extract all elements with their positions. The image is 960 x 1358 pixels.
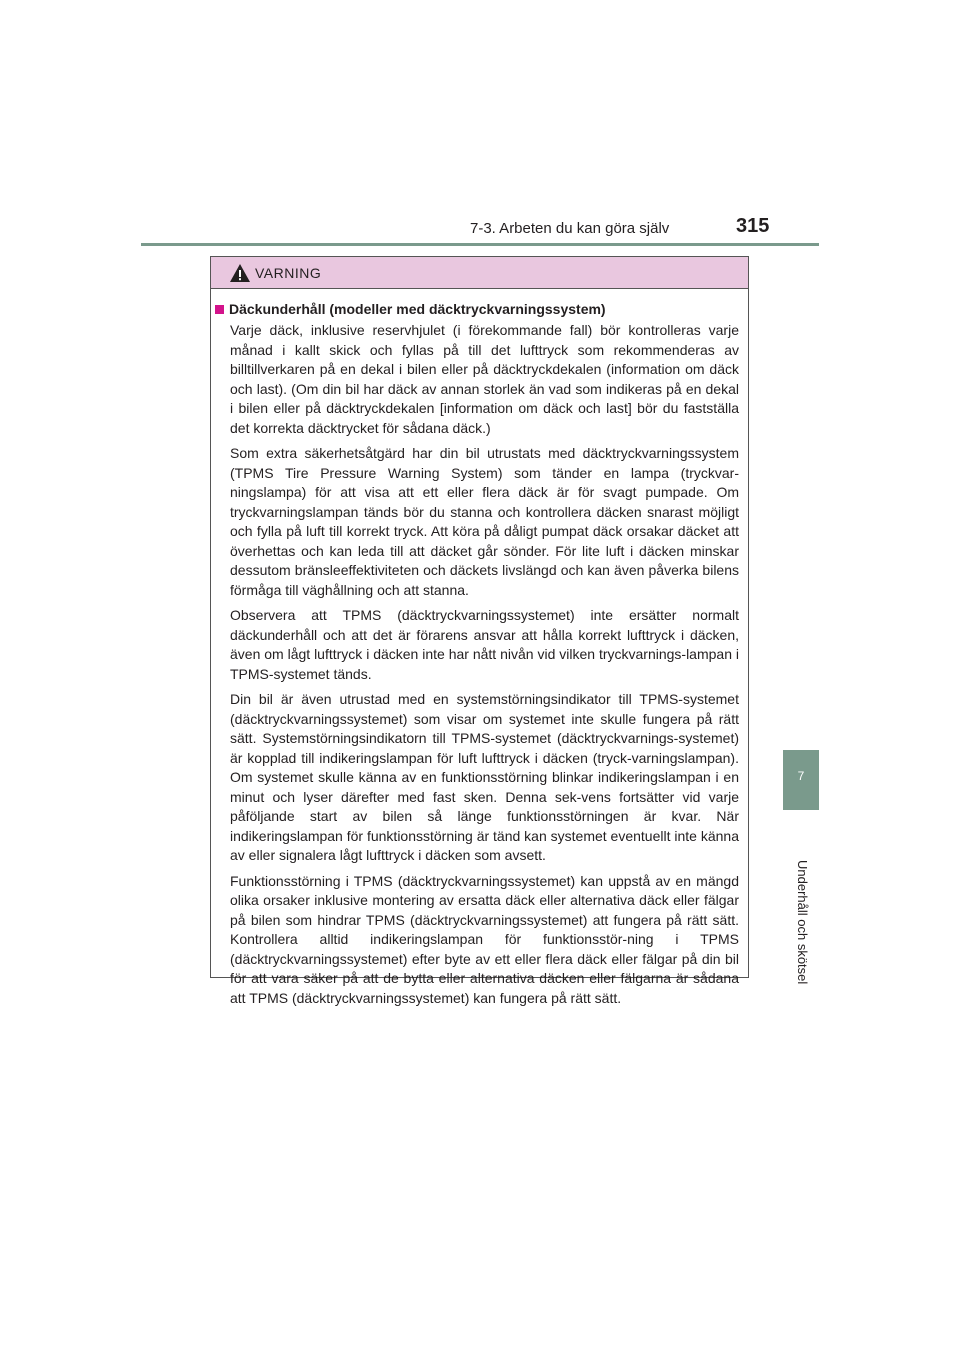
warning-box xyxy=(210,256,749,1006)
warning-content xyxy=(211,289,748,1008)
warning-paragraph: Funktionsstörning i TPMS (däcktryckvarningssystemet) kan uppstå av en mängd olika orsaker inklusive montering av ersatta däck eller alternativa däck eller fälgar på bilen som hindrar TPMS (däcktryckvarningssystemet) att fungera på rätt sätt. Kontrollera alltid indikeringslampan för funktionsstör-ning i TPMS (däcktryckvarningssystemet) efter byte av ett eller flera däck eller fälgar på din bil för att vara säker på att de bytta eller alternativa däcken eller fälgarna är sådana att TPMS (däcktryckvarningssystemet) kan fungera på rätt sätt. xyxy=(230,872,739,1006)
warning-paragraph: Din bil är även utrustad med en systemstörningsindikator till TPMS-systemet (däcktryckvarningssystemet) som visar om systemet inte skulle fungera på rätt sätt. Systemstörningsindikatorn till TPMS-systemet (däcktryckvarnings-systemet) är kopplad till indikeringslampan för luft lufttryck i däcken (tryck-varningslampan). Om systemet skulle känna av en funktionsstörning blinkar indikeringslampan i en minut och lyser därefter med fast sken. Denna sek-vens fortsätter vid varje påföljande start av bilen så länge funktionsstörningen är kvar. När indikeringslampan för funktionsstörning är tänd kan systemet eventuellt inte känna av eller signalera lågt lufttryck i däcken som avsett. xyxy=(230,691,739,863)
warning-paragraph: Observera att TPMS (däcktryckvarningssystemet) inte ersätter normalt däckunderhåll och att det är förarens ansvar att hålla korrekt lufttryck i däcken, även om lågt lufttryck i däcken inte har nått nivån vid vilken tryckvarnings-lampan i TPMS-systemet tänds. xyxy=(230,607,739,682)
section-title: 7-3. Arbeten du kan göra själv xyxy=(470,220,670,237)
bullet-square-icon xyxy=(215,305,224,314)
warning-paragraph: Varje däck, inklusive reservhjulet (i förekommande fall) bör kontrolleras varje månad i kallt skick och fyllas på till det lufttryck som rekommenderas av billtillverkaren på en dekal i bilen eller på däcktryckdekalen (information om däck och last). (Om din bil har däck av annan storlek än vad som indikeras på en dekal i bilen eller på däcktryckdekalen [information om däck och last] bör du fastställa det korrekta däcktrycket för sådana däck.) xyxy=(230,322,739,436)
warning-paragraph: Som extra säkerhetsåtgärd har din bil utrustats med däcktryckvarningssystem (TPMS Tire Pressure Warning System) som tänder en lampa (tryckvar-ningslampa) för att visa att ett eller flera däck är för svagt pumpade. Om tryckvarningslampan tänds bör du stanna och kontrollera däcken snarast möjligt och fylla på luft till korrekt tryck. Att köra på dåligt pumpat däck orsakar däcket att överhettas och kan leda till att däcket går sönder. För lite luft i däcken minskar dessutom bränsleeffektiviteten och däckets livslängd och kan även påverka bilens förmåga till väghållning och att stanna. xyxy=(230,445,739,598)
warning-header xyxy=(211,257,748,289)
chapter-title: Underhåll och skötsel xyxy=(795,860,810,985)
page-number: 315 xyxy=(736,215,770,237)
warning-subheading-text: Däckunderhåll (modeller med däcktryckvarningssystem) xyxy=(229,301,606,317)
chapter-tab: 7 xyxy=(783,750,819,810)
warning-triangle-icon xyxy=(229,263,251,283)
header-rule xyxy=(141,243,819,246)
warning-label: VARNING xyxy=(255,265,322,281)
warning-subheading xyxy=(215,301,739,317)
